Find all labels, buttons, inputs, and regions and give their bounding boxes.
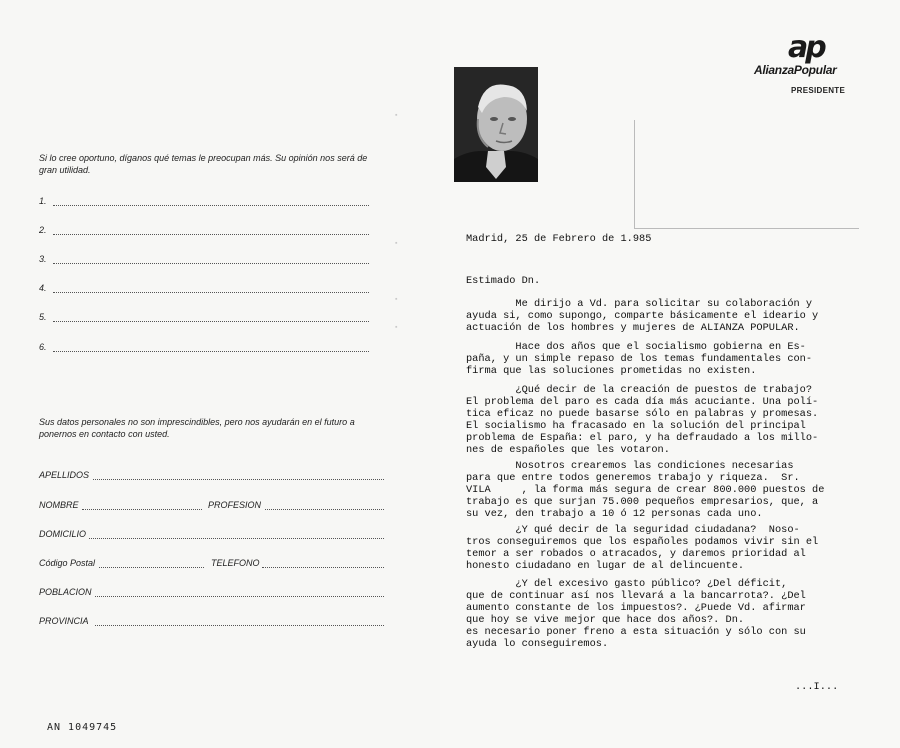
concern-line-6[interactable] — [39, 342, 369, 354]
postal-telefono-row — [39, 558, 384, 572]
poblacion-label: POBLACION — [39, 587, 92, 597]
letter-salutation: Estimado Dn. — [466, 275, 541, 287]
line-number: 4. — [39, 283, 47, 293]
questionnaire-page: Si lo cree oportuno, díganos qué temas le preocupan más. Su opinión nos será de gran utilidad. 1. 2. 3. 4. 5. 6. Sus datos personales no son imprescindibles, pero nos ayudarán en el futuro a ponernos en contacto con usted. APELLIDOS NOMBRE PROFESION DOMICILIO Código Postal TELEFONO POBLACION PROVINCIA ▪ ▪ ▪ ▪ AN 1049745 — [0, 0, 440, 748]
concern-line-5[interactable] — [39, 312, 369, 324]
domicilio-field[interactable] — [39, 529, 384, 543]
line-number: 3. — [39, 254, 47, 264]
continuation-mark: ...I... — [795, 681, 839, 693]
sender-role: PRESIDENTE — [791, 86, 846, 95]
letter-date: Madrid, 25 de Febrero de 1.985 — [466, 233, 652, 245]
line-number: 2. — [39, 225, 47, 235]
portrait-photo-icon — [454, 67, 538, 182]
line-number: 1. — [39, 196, 47, 206]
concern-line-2[interactable] — [39, 225, 369, 237]
concern-line-1[interactable] — [39, 196, 369, 208]
serial-number: AN 1049745 — [47, 722, 118, 733]
profesion-field[interactable] — [265, 509, 384, 510]
codigo-postal-label: Código Postal — [39, 558, 96, 568]
provincia-field[interactable] — [39, 616, 384, 630]
domicilio-label: DOMICILIO — [39, 529, 87, 539]
line-number: 6. — [39, 342, 47, 352]
letter-paragraph-4: Nosotros crearemos las condiciones necesarias para que entre todos generemos trabajo y riqueza. Sr. VILA , la forma más segura de crear 800.000 puestos de trabajo es que surjan 75.000 pequeños empresarios, que, a su vez, den trabajo a 10 ó 12 personas cada uno. — [466, 460, 825, 520]
telefono-field[interactable] — [262, 567, 384, 568]
codigo-postal-field[interactable] — [99, 567, 204, 568]
line-number: 5. — [39, 312, 47, 322]
apellidos-label: APELLIDOS — [39, 470, 90, 480]
concern-line-4[interactable] — [39, 283, 369, 295]
apellidos-field[interactable] — [39, 470, 384, 484]
data-intro: Sus datos personales no son imprescindibles, pero nos ayudarán en el futuro a ponernos en contacto con usted. — [39, 417, 355, 439]
profesion-label: PROFESION — [208, 500, 262, 510]
nombre-field[interactable] — [82, 509, 202, 510]
address-window — [634, 120, 859, 229]
poblacion-field[interactable] — [39, 587, 384, 601]
letter-paragraph-3: ¿Qué decir de la creación de puestos de trabajo? El problema del paro es cada día más acuciante. Una polí- tica eficaz no puede basarse sólo en palabras y promesas. El socialismo ha fracasado en la solución del principal problema de España: el paro, y ha defraudado a los millo- nes de españoles que les votaron. — [466, 384, 819, 456]
telefono-label: TELEFONO — [211, 558, 260, 568]
alianza-popular-logo-icon: ap — [788, 30, 824, 65]
intro-question: Si lo cree oportuno, díganos qué temas le preocupan más. Su opinión nos será de gran utilidad. — [39, 153, 368, 175]
nombre-label: NOMBRE — [39, 500, 79, 510]
provincia-label: PROVINCIA — [39, 616, 89, 626]
concern-line-3[interactable] — [39, 254, 369, 266]
nombre-profesion-row — [39, 500, 384, 514]
letter-paragraph-6: ¿Y del excesivo gasto público? ¿Del déficit, que de continuar así nos llevará a la bancarrota?. ¿Del aumento constante de los impuestos?. ¿Puede Vd. afirmar que hoy se vive mejor que hace dos años?. Dn. es necesario poner freno a esta situación y sólo con su ayuda lo conseguiremos. — [466, 578, 806, 650]
letter-paragraph-2: Hace dos años que el socialismo gobierna en Es- paña, y un simple repaso de los temas fundamentales con- firma que las soluciones prometidas no existen. — [466, 341, 813, 377]
party-name: AlianzaPopular — [754, 63, 837, 77]
letter-paragraph-5: ¿Y qué decir de la seguridad ciudadana? Noso- tros conseguiremos que los españoles podamos vivir sin el temor a ser robados o atracados, y daremos prioridad al honesto ciudadano en lugar de al delincuente. — [466, 524, 819, 572]
letter-paragraph-1: Me dirijo a Vd. para solicitar su colaboración y ayuda si, como supongo, comparte básicamente el ideario y actuación de los hombres y mujeres de ALIANZA POPULAR. — [466, 298, 819, 334]
